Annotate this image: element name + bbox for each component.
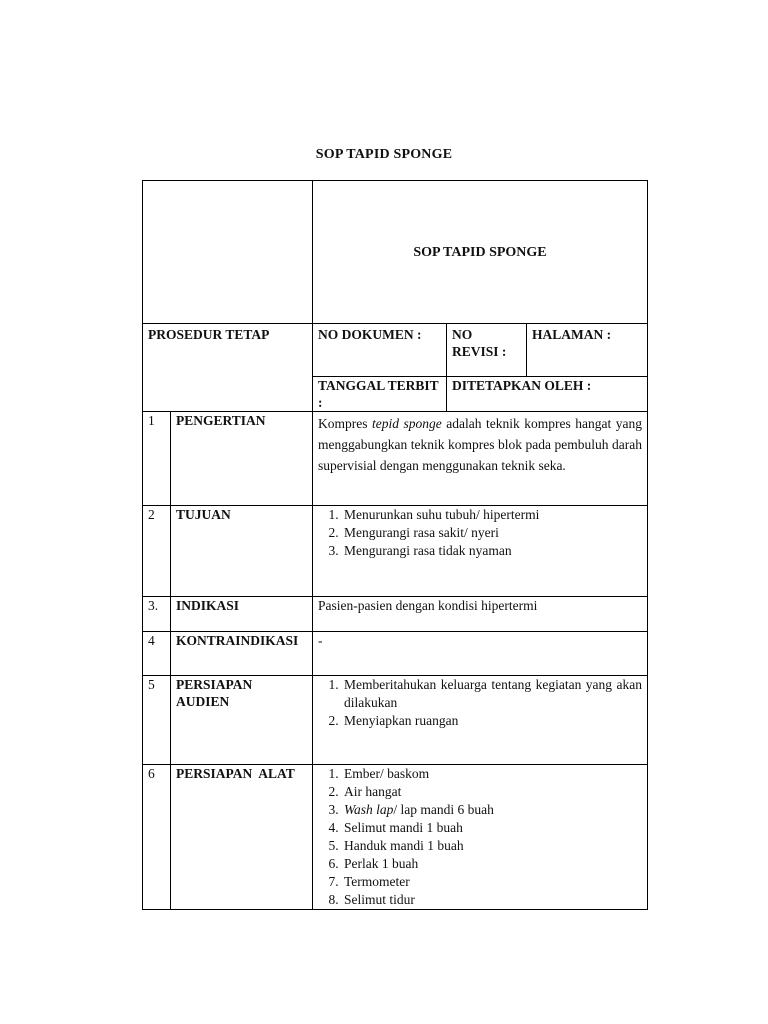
list-item: 8. Selimut tidur bbox=[342, 891, 642, 909]
list-item: 7. Termometer bbox=[342, 873, 642, 891]
table-row bbox=[143, 506, 648, 597]
list-item: 5. Handuk mandi 1 buah bbox=[342, 837, 642, 855]
list-item: 2. Air hangat bbox=[342, 783, 642, 801]
list-item: 4. Selimut mandi 1 buah bbox=[342, 819, 642, 837]
row-number: 3. bbox=[143, 597, 171, 632]
row-label: KONTRAINDIKASI bbox=[171, 632, 313, 676]
row-number: 5 bbox=[143, 676, 171, 765]
sop-table bbox=[142, 180, 648, 910]
row-number: 4 bbox=[143, 632, 171, 676]
text-span: / lap mandi 6 buah bbox=[393, 802, 494, 817]
header-title: SOP TAPID SPONGE bbox=[313, 181, 648, 324]
persiapan-alat-cell bbox=[313, 765, 648, 910]
logo-cell bbox=[143, 181, 313, 324]
tujuan-list-cell bbox=[313, 506, 648, 597]
table-row bbox=[143, 632, 648, 676]
document-title: SOP TAPID SPONGE bbox=[315, 147, 453, 162]
halaman-label: HALAMAN : bbox=[527, 324, 648, 377]
table-row bbox=[143, 412, 648, 506]
row-label: PENGERTIAN bbox=[171, 412, 313, 506]
no-revisi-label: NO REVISI : bbox=[447, 324, 527, 377]
no-dokumen-label: NO DOKUMEN : bbox=[313, 324, 447, 377]
row-number: 1 bbox=[143, 412, 171, 506]
pengertian-text bbox=[313, 412, 648, 506]
row-label: TUJUAN bbox=[171, 506, 313, 597]
list-item bbox=[342, 801, 642, 819]
italic-term: Wash lap bbox=[344, 802, 394, 817]
list-item: 3. Mengurangi rasa tidak nyaman bbox=[342, 542, 642, 560]
italic-term: tepid sponge bbox=[372, 416, 442, 431]
table-row bbox=[143, 676, 648, 765]
tujuan-list bbox=[318, 506, 642, 560]
text-span: Kompres bbox=[318, 416, 373, 431]
row-label: PERSIAPAN AUDIEN bbox=[171, 676, 313, 765]
kontraindikasi-text: - bbox=[313, 632, 648, 676]
persiapan-audien-cell bbox=[313, 676, 648, 765]
persiapan-audien-list bbox=[318, 676, 642, 730]
row-number: 2 bbox=[143, 506, 171, 597]
ditetapkan-label: DITETAPKAN OLEH : bbox=[447, 377, 648, 412]
prosedur-tetap-label: PROSEDUR TETAP bbox=[143, 324, 313, 412]
table-row bbox=[143, 765, 648, 910]
table-row bbox=[143, 597, 648, 632]
row-label: INDIKASI bbox=[171, 597, 313, 632]
list-item: 1. Ember/ baskom bbox=[342, 765, 642, 783]
tanggal-terbit-label: TANGGAL TERBIT : bbox=[313, 377, 447, 412]
persiapan-alat-list bbox=[318, 765, 642, 909]
list-item: 2. Mengurangi rasa sakit/ nyeri bbox=[342, 524, 642, 542]
row-label: PERSIAPAN ALAT bbox=[171, 765, 313, 910]
row-number: 6 bbox=[143, 765, 171, 910]
list-item: 1. Menurunkan suhu tubuh/ hipertermi bbox=[342, 506, 642, 524]
list-item: 6. Perlak 1 buah bbox=[342, 855, 642, 873]
text-span: adalah teknik kompres hangat yang menggabungkan teknik kompres blok pada pembuluh darah supervisial dengan menggunakan teknik seka. bbox=[318, 416, 643, 473]
indikasi-text: Pasien-pasien dengan kondisi hipertermi bbox=[313, 597, 648, 632]
list-item: 2. Menyiapkan ruangan bbox=[342, 712, 642, 730]
list-item: 1. Memberitahukan keluarga tentang kegiatan yang akan dilakukan bbox=[342, 676, 642, 712]
